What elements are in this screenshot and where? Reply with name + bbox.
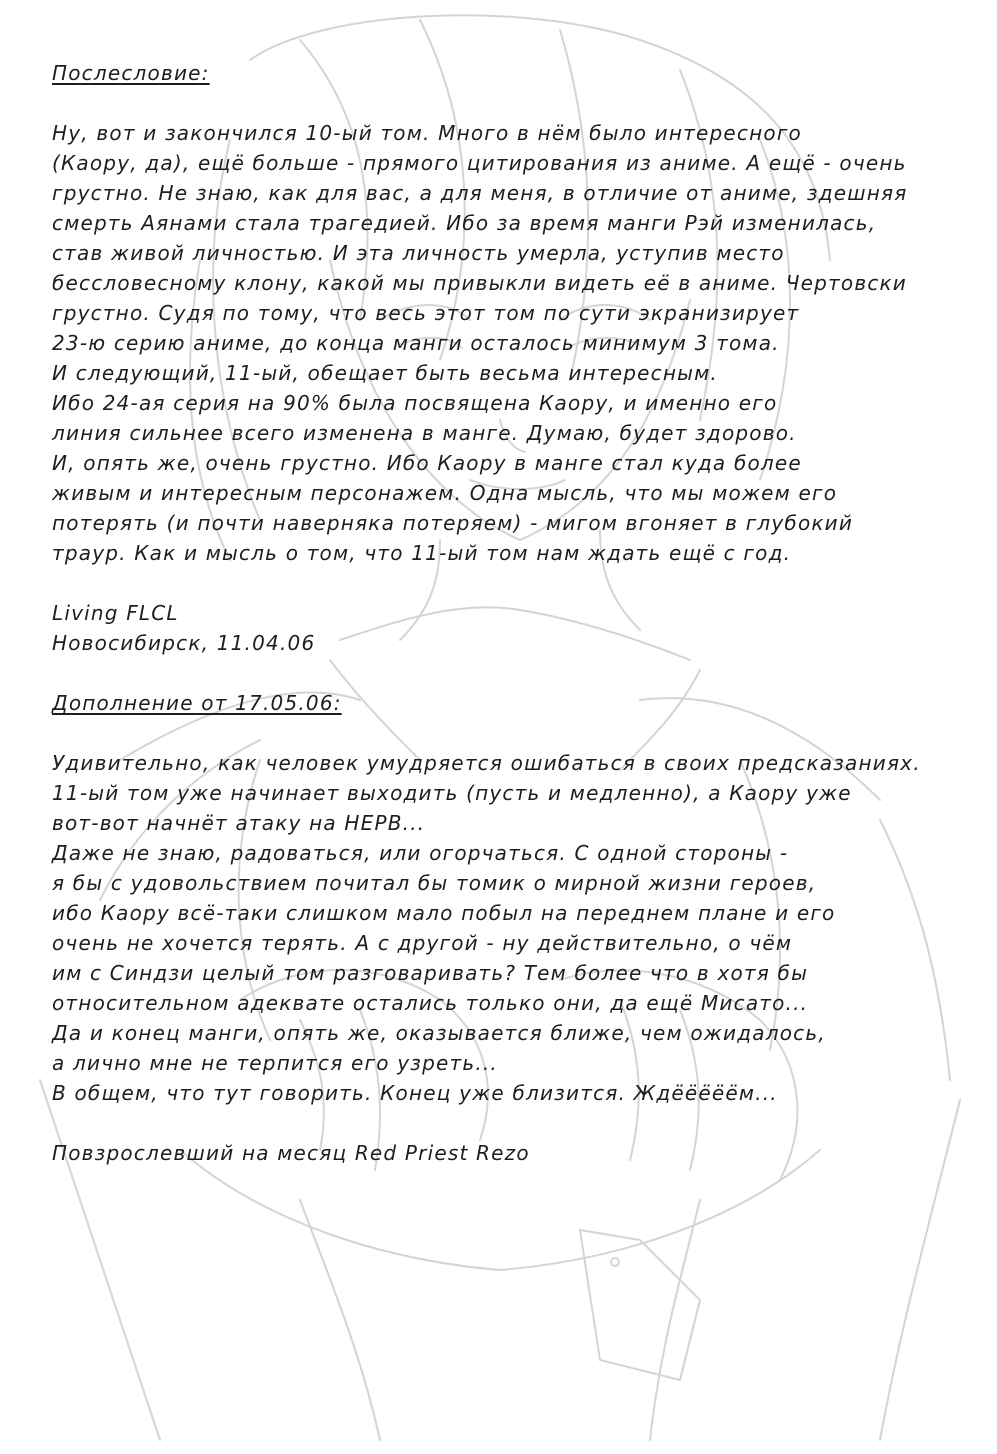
spacer: [52, 568, 952, 598]
spacer: [52, 1108, 952, 1138]
addendum-line: ибо Каору всё-таки слишком мало побыл на переднем плане и его: [52, 901, 836, 925]
afterword-line: живым и интересным персонажем. Одна мысль, что мы можем его: [52, 481, 838, 505]
afterword-line: (Каору, да), ещё больше - прямого цитирования из аниме. А ещё - очень: [52, 151, 907, 175]
afterword-line: бессловесному клону, какой мы привыкли видеть её в аниме. Чертовски: [52, 271, 907, 295]
spacer: [52, 658, 952, 688]
document-text: [52, 58, 952, 1168]
afterword-line: смерть Аянами стала трагедией. Ибо за время манги Рэй изменилась,: [52, 211, 877, 235]
addendum-line: очень не хочется терять. А с другой - ну действительно, о чём: [52, 931, 793, 955]
addendum-line: относительном адеквате остались только они, да ещё Мисато...: [52, 991, 809, 1015]
addendum-line: я бы с удовольствием почитал бы томик о мирной жизни героев,: [52, 871, 817, 895]
afterword-line: грустно. Судя по тому, что весь этот том по сути экранизирует: [52, 301, 800, 325]
spacer: [52, 718, 952, 748]
afterword-line: став живой личностью. И эта личность умерла, уступив место: [52, 241, 785, 265]
afterword-line: потерять (и почти наверняка потеряем) - мигом вгоняет в глубокий: [52, 511, 854, 535]
afterword-line: линия сильнее всего изменена в манге. Думаю, будет здорово.: [52, 421, 797, 445]
afterword-heading: Послесловие:: [52, 61, 210, 85]
addendum-line: вот-вот начнёт атаку на НЕРВ...: [52, 811, 426, 835]
spacer: [52, 88, 952, 118]
afterword-line: траур. Как и мысль о том, что 11-ый том нам ждать ещё с год.: [52, 541, 792, 565]
addendum-line: Удивительно, как человек умудряется ошибаться в своих предсказаниях.: [52, 751, 921, 775]
addendum-line: 11-ый том уже начинает выходить (пусть и медленно), а Каору уже: [52, 781, 852, 805]
addendum-signature: Повзрослевший на месяц Red Priest Rezo: [52, 1141, 530, 1165]
afterword-line: И, опять же, очень грустно. Ибо Каору в манге стал куда более: [52, 451, 802, 475]
afterword-line: грустно. Не знаю, как для вас, а для меня, в отличие от аниме, здешняя: [52, 181, 908, 205]
addendum-heading: Дополнение от 17.05.06:: [52, 691, 342, 715]
afterword-place-date: Новосибирск, 11.04.06: [52, 631, 316, 655]
addendum-line: Да и конец манги, опять же, оказывается ближе, чем ожидалось,: [52, 1021, 826, 1045]
addendum-line: а лично мне не терпится его узреть...: [52, 1051, 498, 1075]
addendum-line: В общем, что тут говорить. Конец уже близится. Ждёёёёём...: [52, 1081, 778, 1105]
afterword-line: И следующий, 11-ый, обещает быть весьма интересным.: [52, 361, 718, 385]
afterword-line: 23-ю серию аниме, до конца манги осталось минимум 3 тома.: [52, 331, 780, 355]
afterword-line: Ну, вот и закончился 10-ый том. Много в нём было интересного: [52, 121, 802, 145]
addendum-line: Даже не знаю, радоваться, или огорчаться. С одной стороны -: [52, 841, 789, 865]
afterword-line: Ибо 24-ая серия на 90% была посвящена Каору, и именно его: [52, 391, 778, 415]
addendum-line: им с Синдзи целый том разговаривать? Тем более что в хотя бы: [52, 961, 809, 985]
afterword-signature: Living FLCL: [52, 601, 179, 625]
